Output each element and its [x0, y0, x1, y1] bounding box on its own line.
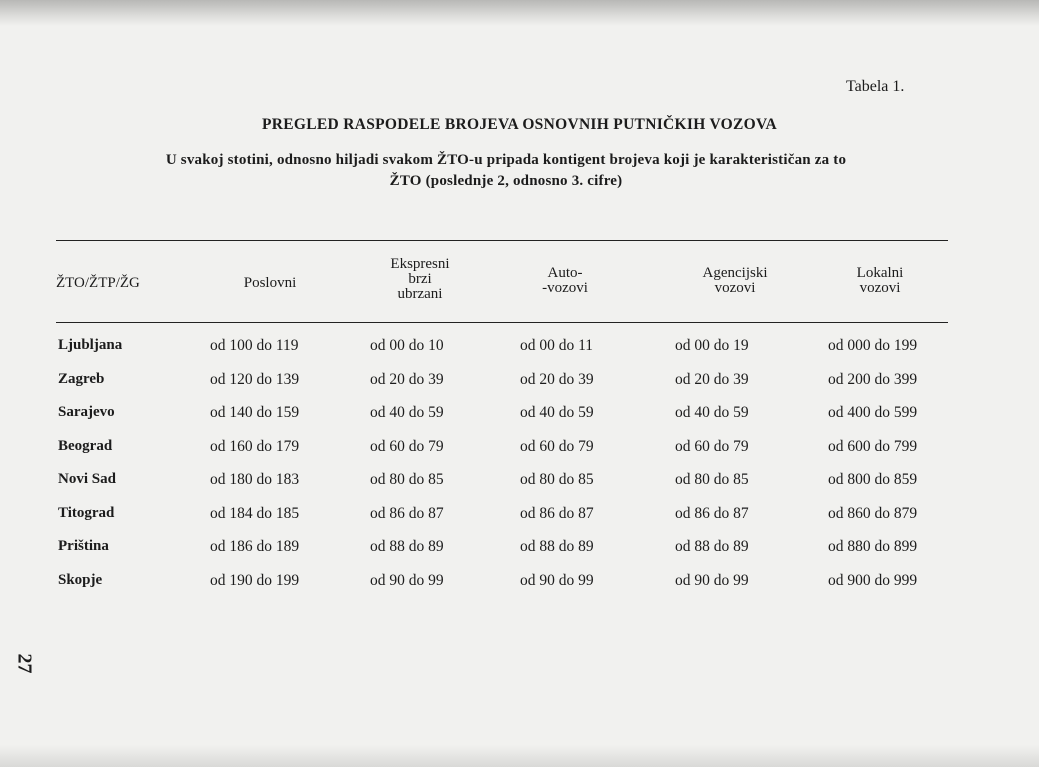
- cell-poslovni: od 160 do 179: [210, 438, 300, 455]
- cell-autovozovi: od 90 do 99: [520, 572, 594, 589]
- table-row: [0, 438, 1039, 462]
- cell-ekspresni: od 86 do 87: [370, 505, 444, 522]
- header-autovozovi-line-1: Auto-: [547, 265, 583, 281]
- header-ekspresni-line-2: brzi: [408, 271, 432, 287]
- cell-lokalni: od 880 do 899: [828, 538, 918, 555]
- cell-poslovni: od 186 do 189: [210, 538, 300, 555]
- cell-agencijski: od 90 do 99: [675, 572, 749, 589]
- table-row: [0, 505, 1039, 529]
- header-lokalni-line-1: Lokalni: [856, 265, 904, 281]
- cell-autovozovi: od 60 do 79: [520, 438, 594, 455]
- cell-poslovni: od 100 do 119: [210, 337, 299, 354]
- cell-ekspresni: od 90 do 99: [370, 572, 444, 589]
- table-title: PREGLED RASPODELE BROJEVA OSNOVNIH PUTNIČKIH VOZOVA: [262, 116, 777, 133]
- subtitle-line-1: U svakoj stotini, odnosno hiljadi svakom ŽTO-u pripada kontigent brojeva koji je karakterističan za to: [165, 152, 847, 168]
- cell-poslovni: od 180 do 183: [210, 471, 300, 488]
- header-ekspresni-line-1: Ekspresni: [390, 256, 450, 272]
- cell-ekspresni: od 80 do 85: [370, 471, 444, 488]
- table-label: Tabela 1.: [846, 78, 905, 95]
- header-autovozovi-line-2: -vozovi: [542, 280, 588, 296]
- row-name: Novi Sad: [58, 471, 116, 487]
- header-ekspresni: [360, 257, 480, 302]
- cell-ekspresni: od 00 do 10: [370, 337, 444, 354]
- table-subtitle: [56, 150, 956, 192]
- cell-poslovni: od 184 do 185: [210, 505, 300, 522]
- cell-poslovni: od 140 do 159: [210, 404, 300, 421]
- cell-agencijski: od 88 do 89: [675, 538, 749, 555]
- cell-lokalni: od 200 do 399: [828, 371, 918, 388]
- cell-lokalni: od 900 do 999: [828, 572, 918, 589]
- cell-lokalni: od 400 do 599: [828, 404, 918, 421]
- header-poslovni: Poslovni: [243, 275, 297, 291]
- cell-lokalni: od 000 do 199: [828, 337, 918, 354]
- scan-bottom-shadow: [0, 745, 1039, 767]
- row-name: Beograd: [58, 438, 113, 454]
- header-agencijski-line-2: vozovi: [714, 280, 756, 296]
- table-row: [0, 572, 1039, 596]
- cell-lokalni: od 600 do 799: [828, 438, 918, 455]
- cell-poslovni: od 120 do 139: [210, 371, 300, 388]
- row-name: Ljubljana: [58, 337, 123, 353]
- table-row: [0, 371, 1039, 395]
- table-row: [0, 471, 1039, 495]
- header-bottom-rule: [56, 322, 948, 323]
- header-agencijski: [670, 266, 800, 296]
- cell-autovozovi: od 86 do 87: [520, 505, 594, 522]
- header-zto: ŽTO/ŽTP/ŽG: [56, 275, 140, 291]
- cell-agencijski: od 80 do 85: [675, 471, 749, 488]
- cell-agencijski: od 60 do 79: [675, 438, 749, 455]
- cell-lokalni: od 800 do 859: [828, 471, 918, 488]
- cell-autovozovi: od 40 do 59: [520, 404, 594, 421]
- scan-top-shadow: [0, 0, 1039, 26]
- cell-agencijski: od 00 do 19: [675, 337, 749, 354]
- table-row: [0, 337, 1039, 361]
- cell-autovozovi: od 00 do 11: [520, 337, 594, 354]
- cell-autovozovi: od 20 do 39: [520, 371, 594, 388]
- row-name: Priština: [58, 538, 109, 554]
- header-lokalni: [820, 266, 940, 296]
- cell-agencijski: od 40 do 59: [675, 404, 749, 421]
- cell-poslovni: od 190 do 199: [210, 572, 300, 589]
- row-name: Zagreb: [58, 371, 105, 387]
- page-number: 27: [13, 653, 36, 674]
- cell-ekspresni: od 60 do 79: [370, 438, 444, 455]
- row-name: Sarajevo: [58, 404, 115, 420]
- cell-ekspresni: od 20 do 39: [370, 371, 444, 388]
- row-name: Skopje: [58, 572, 103, 588]
- subtitle-line-2: ŽTO (poslednje 2, odnosno 3. cifre): [389, 173, 623, 189]
- cell-autovozovi: od 80 do 85: [520, 471, 594, 488]
- cell-autovozovi: od 88 do 89: [520, 538, 594, 555]
- cell-agencijski: od 20 do 39: [675, 371, 749, 388]
- table-row: [0, 404, 1039, 428]
- header-agencijski-line-1: Agencijski: [702, 265, 768, 281]
- header-autovozovi: [520, 266, 610, 296]
- cell-agencijski: od 86 do 87: [675, 505, 749, 522]
- cell-ekspresni: od 40 do 59: [370, 404, 444, 421]
- header-ekspresni-line-3: ubrzani: [397, 286, 443, 302]
- row-name: Titograd: [58, 505, 115, 521]
- cell-lokalni: od 860 do 879: [828, 505, 918, 522]
- header-top-rule: [56, 240, 948, 241]
- cell-ekspresni: od 88 do 89: [370, 538, 444, 555]
- table-row: [0, 538, 1039, 562]
- header-lokalni-line-2: vozovi: [859, 280, 901, 296]
